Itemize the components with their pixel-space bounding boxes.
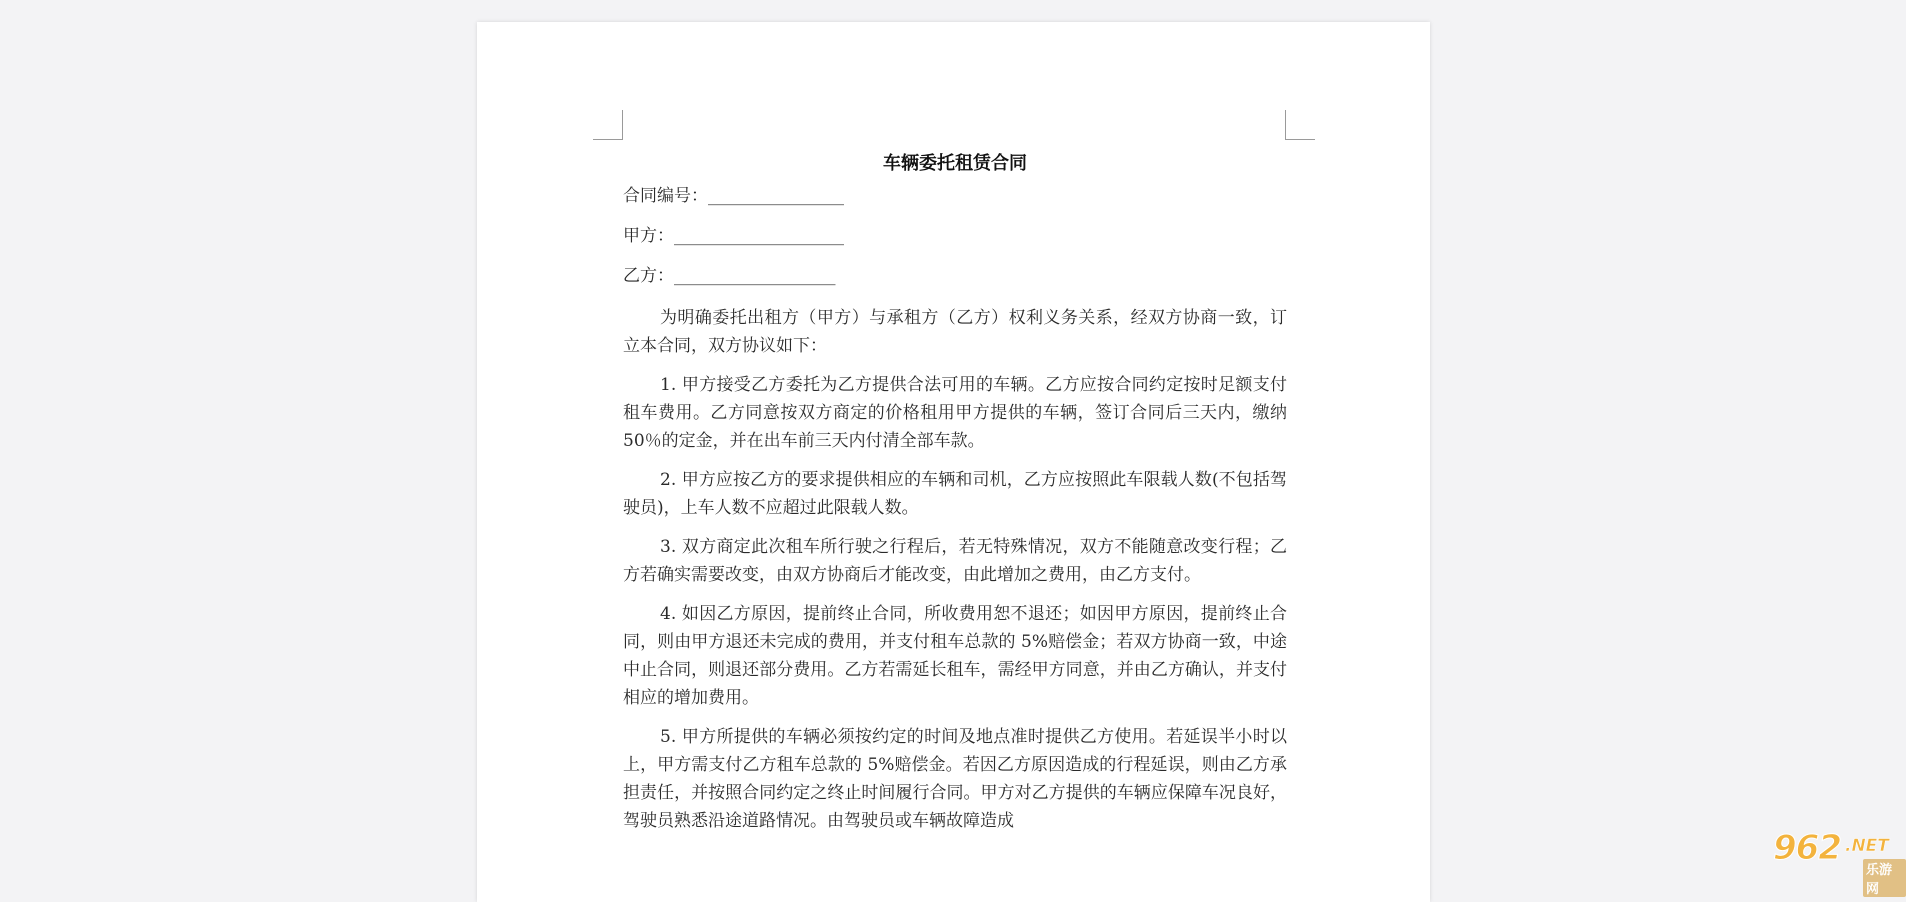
watermark-suffix: .NET — [1845, 836, 1889, 856]
crop-mark-top-right — [1285, 110, 1315, 140]
clause-3: 3. 双方商定此次租车所行驶之行程后，若无特殊情况，双方不能随意改变行程；乙方若确实需要改变，由双方协商后才能改变，由此增加之费用，由乙方支付。 — [623, 537, 1287, 585]
clause-5: 5. 甲方所提供的车辆必须按约定的时间及地点准时提供乙方使用。若延误半小时以上，甲方需支付乙方租车总款的 5%赔偿金。若因乙方原因造成的行程延误，则由乙方承担责任，并按照合同约定之终止时间履行合同。甲方对乙方提供的车辆应保障车况良好，驾驶员熟悉沿途道路情况。由驾驶员或车辆故障造成 — [623, 727, 1287, 831]
crop-mark-top-left — [593, 110, 623, 140]
party-a-field: 甲方：____________________ — [623, 226, 844, 246]
document-body — [623, 152, 1287, 846]
contract-number-field: 合同编号：________________ — [623, 186, 844, 206]
clause-4: 4. 如因乙方原因，提前终止合同，所收费用恕不退还；如因甲方原因，提前终止合同，则由甲方退还未完成的费用，并支付租车总款的 5%赔偿金；若双方协商一致，中途中止合同，则退还部分费用。乙方若需延长租车，需经甲方同意，并由乙方确认，并支付相应的增加费用。 — [623, 604, 1287, 708]
site-watermark-logo — [1765, 828, 1906, 897]
party-b-field: 乙方：___________________ — [623, 266, 836, 286]
document-title: 车辆委托租赁合同 — [883, 153, 1027, 174]
document-page — [477, 22, 1430, 902]
intro-paragraph: 为明确委托出租方（甲方）与承租方（乙方）权利义务关系，经双方协商一致，订立本合同，双方协议如下： — [623, 308, 1287, 356]
watermark-site-name: 乐游网 — [1863, 859, 1906, 897]
clause-2: 2. 甲方应按乙方的要求提供相应的车辆和司机，乙方应按照此车限载人数(不包括驾驶员)，上车人数不应超过此限载人数。 — [623, 470, 1287, 518]
watermark-number: 962 — [1773, 828, 1841, 868]
clause-1: 1. 甲方接受乙方委托为乙方提供合法可用的车辆。乙方应按合同约定按时足额支付租车费用。乙方同意按双方商定的价格租用甲方提供的车辆，签订合同后三天内，缴纳 50％的定金，并在出车前三天内付清全部车款。 — [623, 375, 1287, 451]
